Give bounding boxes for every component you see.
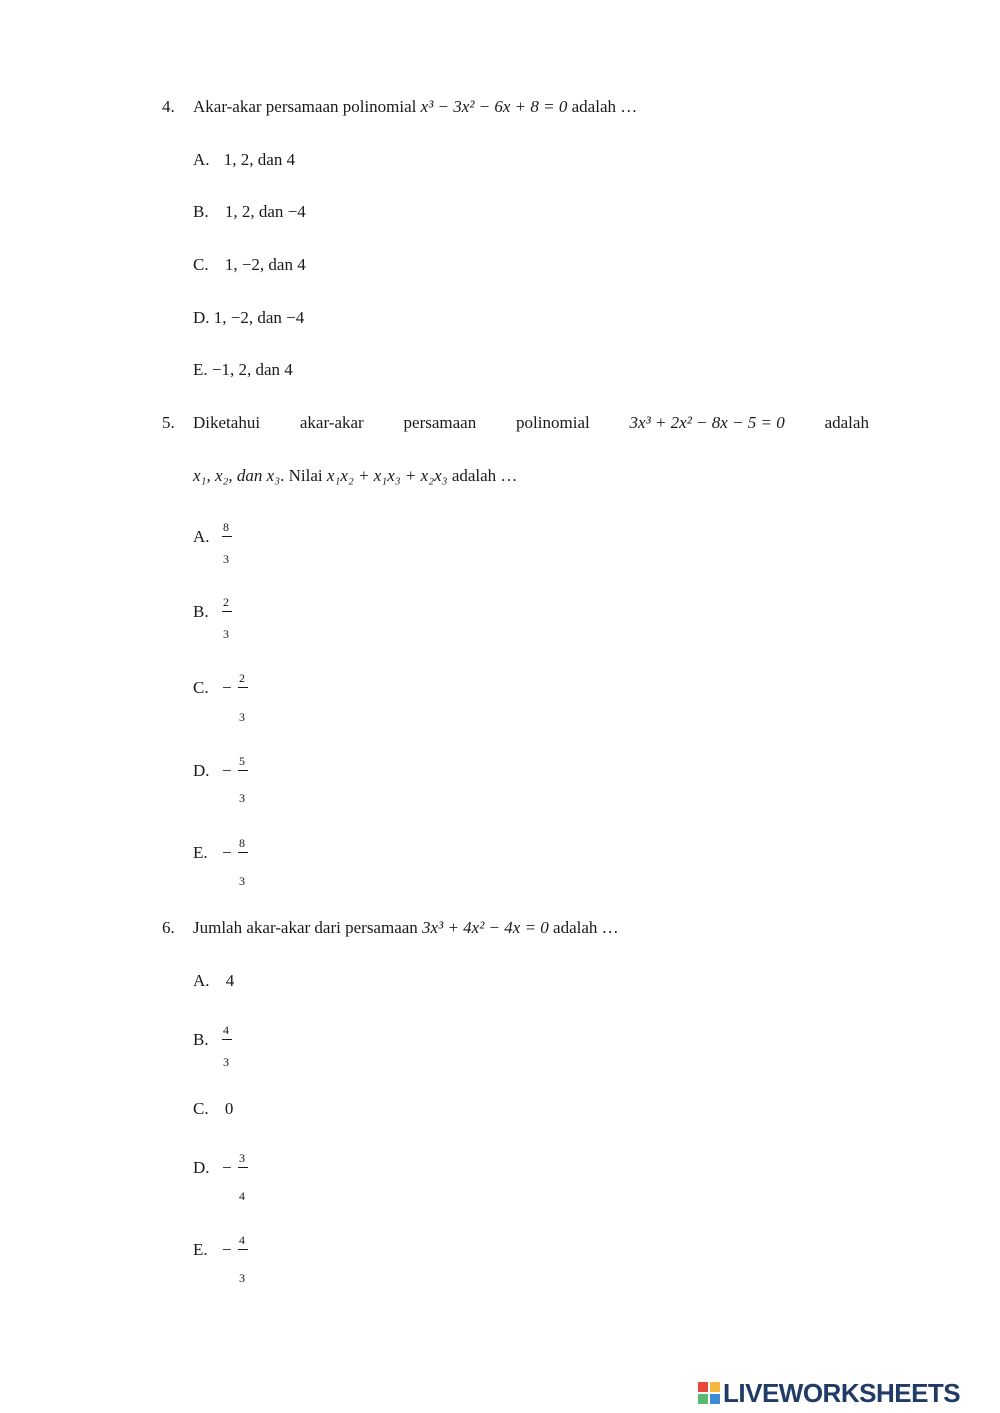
q5-word: Diketahui — [193, 413, 261, 432]
question-5-roots: x₁, x₂, dan x₃ — [193, 466, 281, 485]
fraction-bar — [222, 1039, 232, 1040]
question-4-text-before: Akar-akar persamaan polinomial — [193, 97, 417, 116]
liveworksheets-logo-icon — [698, 1382, 720, 1404]
option-letter: B. — [193, 202, 209, 221]
fraction-bar — [222, 611, 232, 612]
question-4-number: 4. — [162, 97, 175, 116]
option-letter: D. — [193, 761, 210, 780]
option-letter: E. — [193, 360, 208, 379]
fraction-bar — [238, 687, 248, 688]
fraction-bar — [238, 1167, 248, 1168]
question-5-stem-line-1 — [193, 413, 869, 433]
liveworksheets-logo-text: LIVEWORKSHEETS — [723, 1377, 961, 1408]
option-letter: C. — [193, 1099, 209, 1118]
fraction-denominator: 3 — [223, 552, 229, 566]
question-5-expression: x₁x₂ + x₁x₃ + x₂x₃ — [326, 466, 448, 485]
question-5-stem-line-2 — [193, 466, 517, 486]
option-letter: B. — [193, 602, 209, 621]
option-letter: C. — [193, 255, 209, 274]
option-letter: D. — [193, 1158, 210, 1177]
minus-sign: − — [222, 761, 232, 780]
question-6-text-before: Jumlah akar-akar dari persamaan — [193, 918, 418, 937]
minus-sign: − — [222, 1158, 232, 1177]
option-letter: D. — [193, 308, 210, 327]
q6-option-a[interactable] — [193, 971, 234, 991]
fraction-bar — [238, 852, 248, 853]
option-text: 0 — [224, 1099, 234, 1118]
question-5-nilai: . Nilai — [280, 466, 323, 485]
question-4-text-after: adalah … — [571, 97, 638, 116]
q4-option-b[interactable] — [193, 202, 306, 222]
option-letter: E. — [193, 843, 208, 862]
minus-sign: − — [222, 843, 232, 862]
fraction-numerator: 8 — [239, 836, 245, 850]
fraction-denominator: 3 — [239, 874, 245, 888]
fraction-bar — [238, 1249, 248, 1250]
question-6-text-after: adalah … — [553, 918, 619, 937]
q4-option-e[interactable] — [193, 360, 293, 380]
minus-sign: − — [222, 678, 232, 697]
q4-option-c[interactable] — [193, 255, 306, 275]
question-5-number: 5. — [162, 413, 175, 432]
option-text: 4 — [225, 971, 235, 990]
q5-word: akar-akar — [299, 413, 364, 432]
q4-option-a[interactable] — [193, 150, 295, 170]
fraction-denominator: 3 — [239, 791, 245, 805]
option-text: 1, −2, dan −4 — [213, 308, 305, 327]
option-text: 1, −2, dan 4 — [224, 255, 306, 274]
question-5-equation: 3x³ + 2x² − 8x − 5 = 0 — [629, 413, 785, 432]
fraction-denominator: 3 — [223, 627, 229, 641]
option-letter: C. — [193, 678, 209, 697]
q4-option-d[interactable] — [193, 308, 304, 328]
q5-word: adalah — [824, 413, 869, 432]
fraction-numerator: 2 — [239, 671, 245, 685]
question-5-text-after: adalah … — [451, 466, 518, 485]
fraction-denominator: 3 — [239, 1271, 245, 1285]
q6-option-c[interactable] — [193, 1099, 233, 1119]
option-letter: A. — [193, 971, 210, 990]
q5-word: persamaan — [403, 413, 477, 432]
fraction-denominator: 3 — [239, 710, 245, 724]
option-text: −1, 2, dan 4 — [211, 360, 293, 379]
fraction-denominator: 4 — [239, 1189, 245, 1203]
q5-word: polinomial — [516, 413, 590, 432]
question-4-stem — [193, 97, 637, 117]
option-text: 1, 2, dan 4 — [223, 150, 296, 169]
option-letter: A. — [193, 150, 210, 169]
question-6-number: 6. — [162, 918, 175, 937]
fraction-numerator: 4 — [239, 1233, 245, 1247]
fraction-numerator: 2 — [223, 595, 229, 609]
fraction-numerator: 5 — [239, 754, 245, 768]
fraction-denominator: 3 — [223, 1055, 229, 1069]
option-letter: E. — [193, 1240, 208, 1259]
fraction-numerator: 3 — [239, 1151, 245, 1165]
question-4-equation: x³ − 3x² − 6x + 8 = 0 — [420, 97, 568, 116]
option-letter: B. — [193, 1030, 209, 1049]
question-6-equation: 3x³ + 4x² − 4x = 0 — [422, 918, 549, 937]
minus-sign: − — [222, 1240, 232, 1259]
liveworksheets-logo — [698, 1378, 994, 1408]
option-letter: A. — [193, 527, 210, 546]
fraction-bar — [238, 770, 248, 771]
option-text: 1, 2, dan −4 — [224, 202, 306, 221]
question-6-stem — [193, 918, 619, 938]
fraction-numerator: 4 — [223, 1023, 229, 1037]
fraction-numerator: 8 — [223, 520, 229, 534]
fraction-bar — [222, 536, 232, 537]
